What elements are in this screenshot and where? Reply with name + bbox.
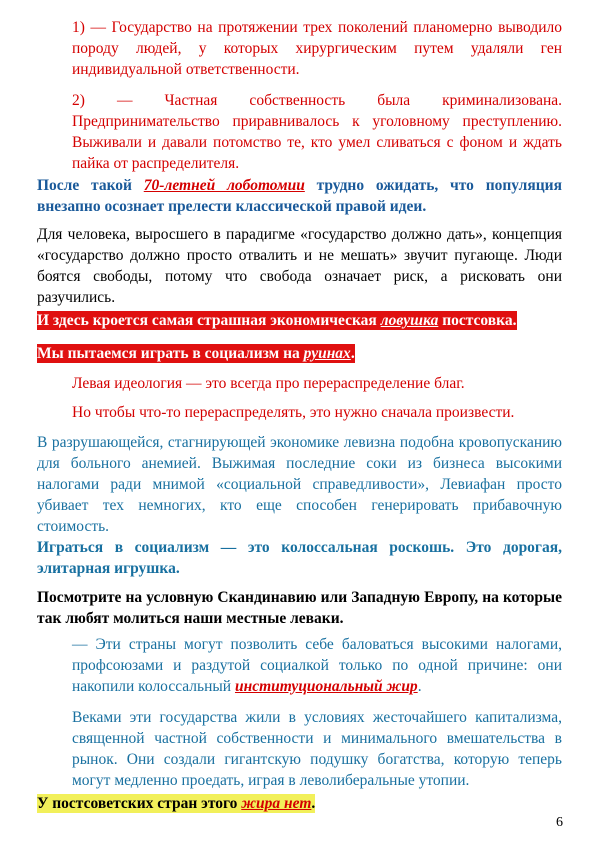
text-segment: У постсоветских стран этого (37, 795, 242, 812)
red-highlight (37, 344, 355, 363)
text-segment: . (311, 795, 316, 812)
page-number: 6 (556, 815, 563, 830)
no-fat-link[interactable]: жира нет (241, 795, 312, 812)
text-segment: трудно ожидать, что популяция внезапно осознает прелести классической правой идеи. (37, 177, 562, 215)
trap-link[interactable]: ловушка (380, 312, 439, 329)
text-segment: . (350, 345, 355, 362)
paragraph-scandinavia: Посмотрите на условную Скандинавию или Западную Европу, на которые так любят молиться наши местные леваки. (37, 589, 562, 627)
paragraph-luxury: Играться в социализм — это колоссальная роскошь. Это дорогая, элитарная игрушка. (37, 539, 562, 577)
institutional-fat-link[interactable]: институциональный жир (234, 678, 418, 695)
lobotomy-link[interactable]: 70-летней лоботомии (143, 177, 305, 194)
paragraph-institutional-fat (72, 634, 562, 697)
paragraph-bloodletting: В разрушающейся, стагнирующей экономике левизна подобна кровопусканию для больного анемией. Выжимая последние соки из бизнеса высокими налогами ради мнимой «социальной справедливости», Левиафан просто убивает тех немногих, кто еще способен генерировать прибавочную стоимость. (37, 434, 562, 535)
paragraph-ruins (37, 343, 562, 364)
paragraph-no-fat (37, 793, 562, 814)
text-segment: Мы пытаемся играть в социализм на (37, 345, 304, 362)
text-segment: — Эти страны могут позволить себе баловаться высокими налогами, профсоюзами и раздутой социалкой только по одной причине: они накопили колоссальный (72, 636, 562, 695)
yellow-highlight (37, 794, 315, 813)
text-segment: . (417, 678, 422, 695)
paragraph-point-1: 1) — Государство на протяжении трех поколений планомерно выводило породу людей, у которых хирургическим путем удаляли ген индивидуальной ответственности. (72, 19, 562, 78)
text-segment: постсовка. (438, 312, 517, 329)
paragraph-left-ideology: Левая идеология — это всегда про перераспределение благ. (72, 375, 465, 392)
text-segment: И здесь кроется самая страшная экономическая (37, 312, 381, 329)
red-highlight (37, 311, 517, 330)
text-segment: После такой (37, 177, 144, 194)
ruins-link[interactable]: руинах (303, 345, 351, 362)
paragraph-trap (37, 310, 562, 331)
paragraph-paradigm: Для человека, выросшего в парадигме «государство должно дать», концепция «государство должно просто отвалить и не мешать» звучит пугающе. Люди боятся свободы, потому что свобода означает риск, а рисковать они разучились. (37, 226, 562, 306)
paragraph-centuries: Веками эти государства жили в условиях жесточайшего капитализма, священной частной собственности и минимального вмешательства в рынок. Они создали гигантскую подушку богатства, которую теперь могут медленно проедать, играя в леволиберальные утопии. (72, 709, 562, 789)
paragraph-lobotomy (37, 175, 562, 217)
paragraph-point-2: 2) — Частная собственность была криминализована. Предпринимательство приравнивалось к уголовному преступлению. Выживали и давали потомство те, кто умел сливаться с фоном и ждать пайка от распределителя. (72, 92, 562, 172)
paragraph-produce-first: Но чтобы что-то перераспределять, это нужно сначала произвести. (72, 404, 515, 421)
